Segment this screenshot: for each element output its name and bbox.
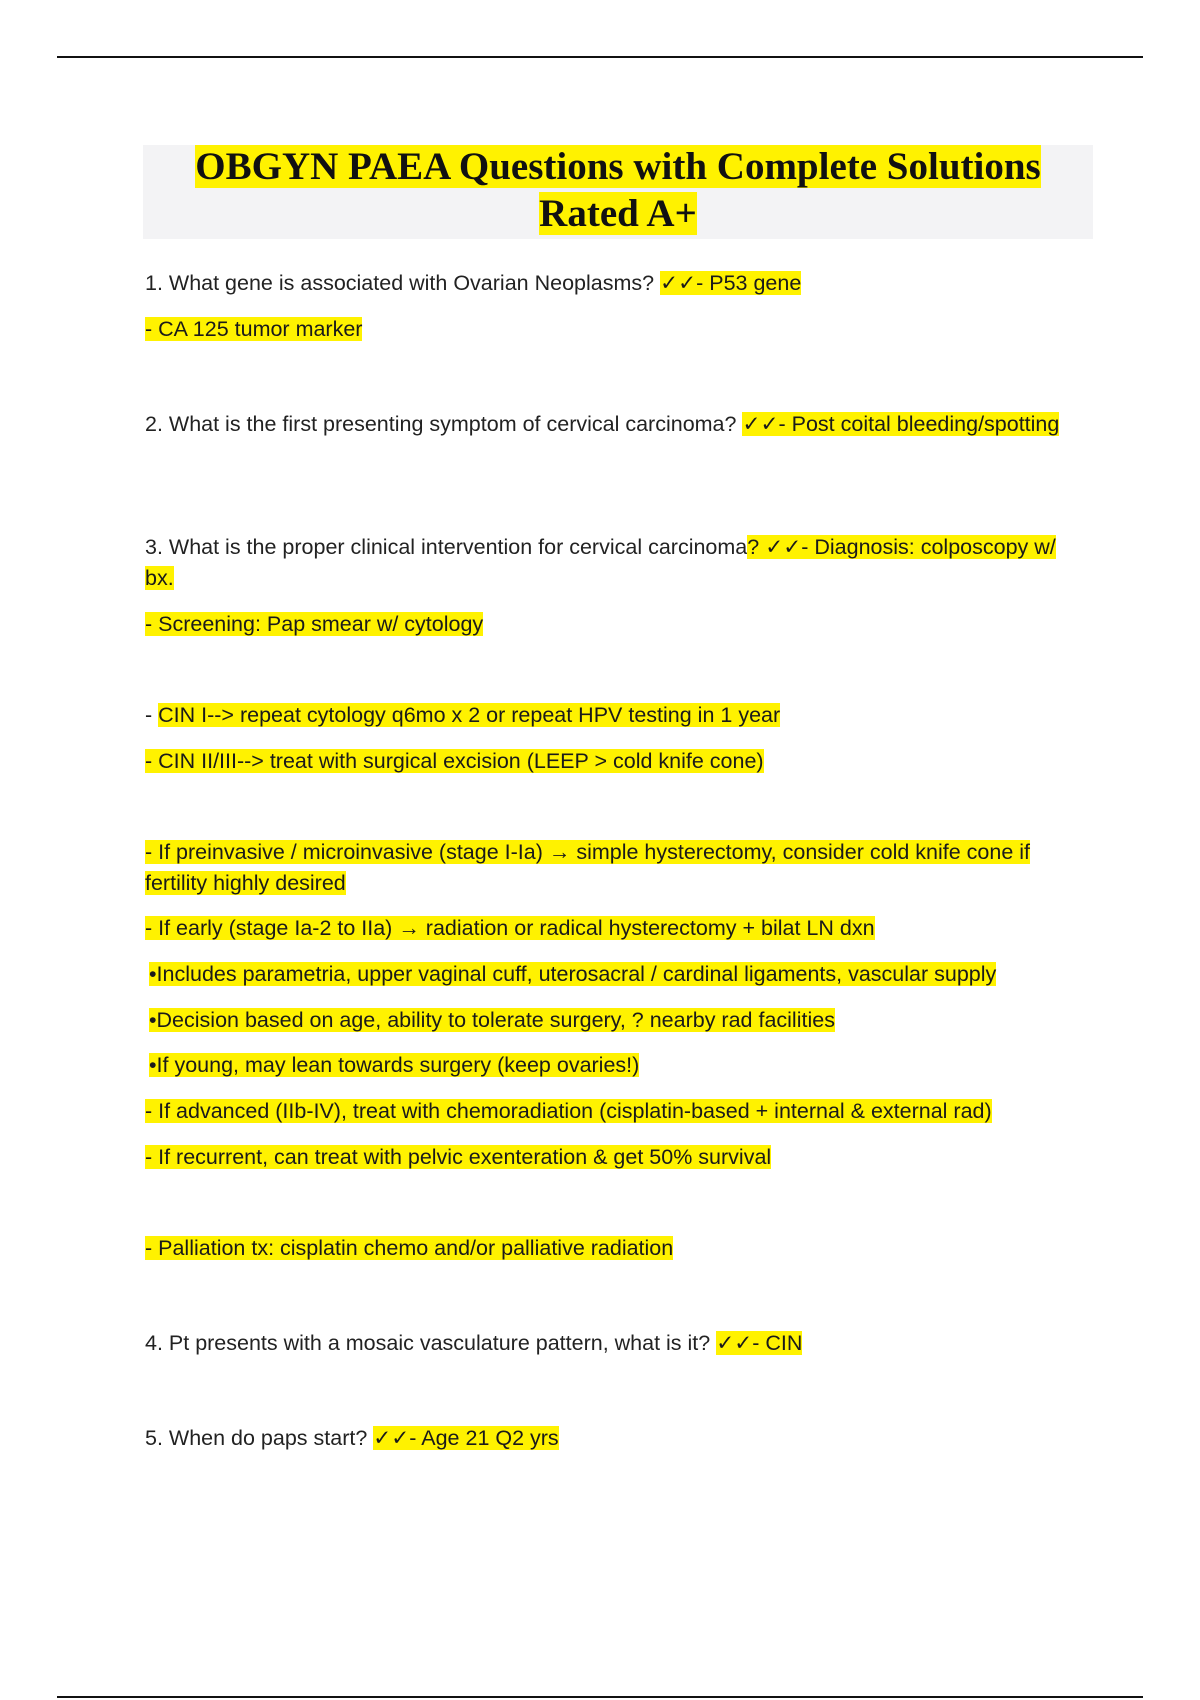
q3-cin2 (145, 746, 1075, 777)
answer-4: ✓✓- CIN (716, 1331, 803, 1355)
question-5 (145, 1423, 1075, 1454)
q3-advanced-text: - If advanced (IIb-IV), treat with chemoradiation (cisplatin-based + internal & external rad) (145, 1099, 992, 1123)
question-2 (145, 409, 1075, 440)
q3-cin1-text: CIN I--> repeat cytology q6mo x 2 or repeat HPV testing in 1 year (158, 703, 781, 727)
bottom-rule (57, 1696, 1143, 1698)
answer-5: ✓✓- Age 21 Q2 yrs (373, 1426, 559, 1450)
q3-bullet-2-text: •Decision based on age, ability to tolerate surgery, ? nearby rad facilities (149, 1008, 835, 1032)
question-1-text: 1. What gene is associated with Ovarian Neoplasms? (145, 271, 661, 295)
document-title (143, 143, 1093, 237)
q3-early-text: - If early (stage Ia-2 to IIa) → radiation or radical hysterectomy + bilat LN dxn (145, 916, 875, 940)
answer-1-extra-text: - CA 125 tumor marker (145, 317, 363, 341)
q3-cin1 (145, 700, 1075, 731)
question-4 (145, 1328, 1075, 1359)
question-2-text: 2. What is the first presenting symptom of cervical carcinoma? (145, 412, 743, 436)
answer-2: ✓✓- Post coital bleeding/spotting (742, 412, 1060, 436)
q3-advanced (145, 1096, 1075, 1127)
q3-screening (145, 609, 1075, 640)
title-line-1: OBGYN PAEA Questions with Complete Solutions (195, 145, 1041, 188)
question-5-text: 5. When do paps start? (145, 1426, 374, 1450)
q3-bullet-3-text: •If young, may lean towards surgery (keep ovaries!) (149, 1053, 640, 1077)
question-1 (145, 268, 1075, 299)
q3-bullet-3 (149, 1050, 1079, 1081)
answer-1: ✓✓- P53 gene (660, 271, 802, 295)
q3-recurrent-text: - If recurrent, can treat with pelvic exenteration & get 50% survival (145, 1145, 772, 1169)
q3-bullet-1-text: •Includes parametria, upper vaginal cuff, uterosacral / cardinal ligaments, vascular supply (149, 962, 997, 986)
question-4-text: 4. Pt presents with a mosaic vasculature pattern, what is it? (145, 1331, 717, 1355)
q3-recurrent (145, 1142, 1075, 1173)
answer-1-extra (145, 314, 1075, 345)
q3-cin2-text: - CIN II/III--> treat with surgical excision (LEEP > cold knife cone) (145, 749, 764, 773)
q3-preinvasive-text: - If preinvasive / microinvasive (stage I-Ia) → simple hysterectomy, consider cold knife cone if fertility highly desired (145, 840, 1031, 895)
title-line-2: Rated A+ (539, 192, 697, 235)
q3-palliation-text: - Palliation tx: cisplatin chemo and/or palliative radiation (145, 1236, 674, 1260)
q3-palliation (145, 1233, 1075, 1264)
q3-cin1-dash: - (145, 703, 159, 727)
q3-bullet-1 (149, 959, 1079, 990)
q3-preinvasive (145, 837, 1075, 899)
answer-3: ? ✓✓- Diagnosis: colposcopy w/ bx. (145, 535, 1056, 590)
q3-bullet-2 (149, 1005, 1079, 1036)
question-3-text: 3. What is the proper clinical intervention for cervical carcinoma (145, 535, 748, 559)
q3-early (145, 913, 1075, 944)
q3-screening-text: - Screening: Pap smear w/ cytology (145, 612, 484, 636)
top-rule (57, 56, 1143, 58)
question-3 (145, 532, 1075, 594)
